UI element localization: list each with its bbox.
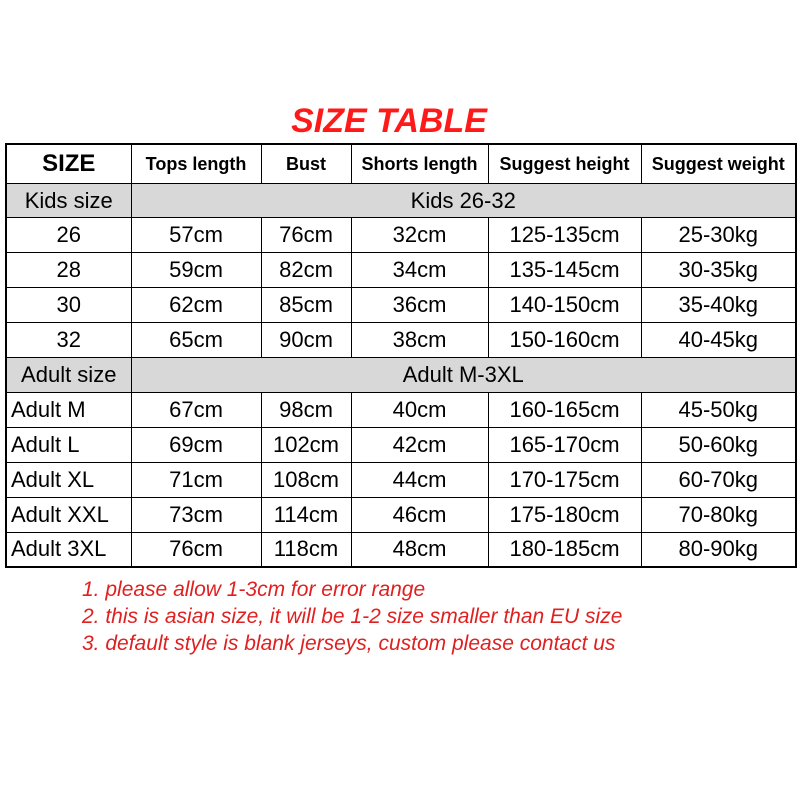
table-cell: 76cm <box>261 218 351 253</box>
size-cell: Adult XL <box>6 462 131 497</box>
size-cell: 26 <box>6 218 131 253</box>
group-row <box>6 358 796 392</box>
table-row <box>6 253 796 288</box>
table-cell: 35-40kg <box>641 288 796 323</box>
page-title: SIZE TABLE <box>291 102 487 140</box>
table-cell: 62cm <box>131 288 261 323</box>
group-range: Kids 26-32 <box>131 184 796 218</box>
table-cell: 140-150cm <box>488 288 641 323</box>
table-cell: 50-60kg <box>641 427 796 462</box>
column-header: SIZE <box>6 144 131 184</box>
column-header: Tops length <box>131 144 261 184</box>
header-row <box>6 144 796 184</box>
table-cell: 80-90kg <box>641 532 796 567</box>
table-cell: 165-170cm <box>488 427 641 462</box>
table-cell: 59cm <box>131 253 261 288</box>
table-row <box>6 462 796 497</box>
table-cell: 25-30kg <box>641 218 796 253</box>
table-cell: 98cm <box>261 392 351 427</box>
table-cell: 69cm <box>131 427 261 462</box>
table-cell: 108cm <box>261 462 351 497</box>
table-cell: 175-180cm <box>488 497 641 532</box>
table-row <box>6 288 796 323</box>
table-body <box>6 184 796 568</box>
table-cell: 70-80kg <box>641 497 796 532</box>
group-label: Kids size <box>6 184 131 218</box>
table-cell: 60-70kg <box>641 462 796 497</box>
size-cell: 28 <box>6 253 131 288</box>
table-cell: 57cm <box>131 218 261 253</box>
group-range: Adult M-3XL <box>131 358 796 392</box>
table-cell: 48cm <box>351 532 488 567</box>
size-cell: 32 <box>6 323 131 358</box>
table-cell: 65cm <box>131 323 261 358</box>
table-cell: 180-185cm <box>488 532 641 567</box>
table-cell: 114cm <box>261 497 351 532</box>
group-row <box>6 184 796 218</box>
table-row <box>6 497 796 532</box>
size-cell: Adult XXL <box>6 497 131 532</box>
table-cell: 45-50kg <box>641 392 796 427</box>
size-cell: Adult M <box>6 392 131 427</box>
size-cell: 30 <box>6 288 131 323</box>
table-cell: 76cm <box>131 532 261 567</box>
table-cell: 135-145cm <box>488 253 641 288</box>
size-cell: Adult 3XL <box>6 532 131 567</box>
table-cell: 82cm <box>261 253 351 288</box>
table-cell: 32cm <box>351 218 488 253</box>
table-cell: 85cm <box>261 288 351 323</box>
column-header: Suggest height <box>488 144 641 184</box>
table-cell: 125-135cm <box>488 218 641 253</box>
note-line: 1. please allow 1-3cm for error range <box>82 578 426 601</box>
column-header: Bust <box>261 144 351 184</box>
table-row <box>6 392 796 427</box>
table-cell: 44cm <box>351 462 488 497</box>
size-cell: Adult L <box>6 427 131 462</box>
table-cell: 150-160cm <box>488 323 641 358</box>
table-cell: 42cm <box>351 427 488 462</box>
table-cell: 40-45kg <box>641 323 796 358</box>
table-cell: 90cm <box>261 323 351 358</box>
table-cell: 30-35kg <box>641 253 796 288</box>
table-row <box>6 323 796 358</box>
table-cell: 34cm <box>351 253 488 288</box>
table-cell: 67cm <box>131 392 261 427</box>
table-cell: 160-165cm <box>488 392 641 427</box>
notes <box>82 576 782 657</box>
note-line: 3. default style is blank jerseys, custom please contact us <box>82 632 616 655</box>
column-header: Shorts length <box>351 144 488 184</box>
table-row <box>6 427 796 462</box>
size-table <box>5 143 797 568</box>
table-row <box>6 218 796 253</box>
table-cell: 46cm <box>351 497 488 532</box>
note-line: 2. this is asian size, it will be 1-2 size smaller than EU size <box>82 605 623 628</box>
column-header: Suggest weight <box>641 144 796 184</box>
table-cell: 40cm <box>351 392 488 427</box>
table-cell: 36cm <box>351 288 488 323</box>
table-cell: 118cm <box>261 532 351 567</box>
table-cell: 170-175cm <box>488 462 641 497</box>
table-cell: 102cm <box>261 427 351 462</box>
group-label: Adult size <box>6 358 131 392</box>
table-row <box>6 532 796 567</box>
table-cell: 73cm <box>131 497 261 532</box>
table-cell: 38cm <box>351 323 488 358</box>
table-cell: 71cm <box>131 462 261 497</box>
